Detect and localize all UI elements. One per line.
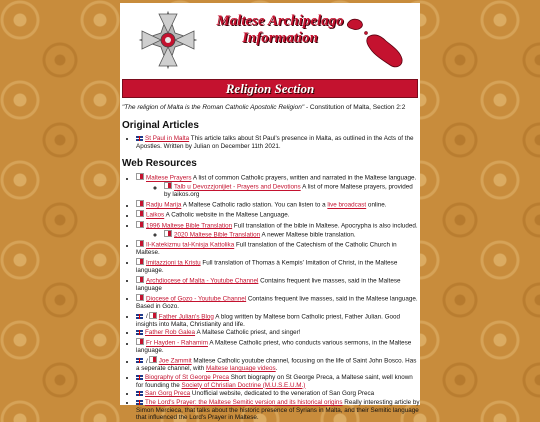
resource-link[interactable]: Father Rob Galea: [145, 329, 196, 337]
resource-link[interactable]: Fr Hayden - Rahamim: [146, 339, 208, 347]
list-item: [136, 356, 420, 373]
malta-flag-icon: [149, 312, 157, 319]
museum-society-link[interactable]: Society of Christian Doctrine (M.U.S.E.U.M.): [181, 381, 306, 389]
resource-link[interactable]: Biography of St George Preca: [145, 374, 230, 381]
resource-desc: A newer Maltese bible translation.: [260, 231, 356, 239]
resource-link[interactable]: Laikos: [146, 211, 165, 219]
list-item: [136, 329, 420, 337]
maltese-videos-link[interactable]: Maltese language videos: [206, 365, 276, 373]
resource-desc: Really interesting article by Simon Mercieca, that talks about the historic presence of Syrians in Malta, and their Semitic language that influenced the Lord's Prayer in Maltese.: [136, 399, 420, 422]
site-title: [200, 13, 360, 47]
list-item: [136, 338, 420, 355]
resource-link[interactable]: 2020 Maltese Bible Translation: [174, 231, 261, 239]
resource-link[interactable]: Diocese of Gozo - Youtube Channel: [146, 295, 247, 303]
sub-list: [136, 230, 420, 239]
site-banner[interactable]: [120, 3, 420, 73]
resource-link[interactable]: 1996 Maltese Bible Translation: [146, 222, 233, 230]
list-item: [136, 258, 420, 275]
resource-link[interactable]: Radju Marija: [146, 201, 182, 209]
article-link[interactable]: St Paul in Malta: [145, 135, 190, 142]
resource-desc: Full translation of Thomas à Kempis' Imitation of Christ, in the Maltese language.: [136, 259, 398, 275]
maltese-cross-logo: [137, 9, 199, 71]
malta-flag-icon: [136, 258, 144, 265]
malta-map-image: [344, 13, 406, 71]
original-articles-heading: Original Articles: [122, 120, 199, 131]
resource-desc: A list of more Maltese prayers, provided by laikos.org: [164, 183, 413, 199]
list-item: [136, 294, 420, 311]
uk-flag-icon: [136, 400, 143, 405]
list-item: [164, 230, 420, 239]
list-item: [136, 374, 420, 389]
resource-desc: A blog written by Maltese born Catholic priest, Father Julian. Good insights into Malta, Christianity and life.: [136, 313, 401, 328]
list-item: [136, 399, 420, 422]
resource-desc: A Maltese Catholic priest, who conducts various sermons, in the Maltese language.: [136, 339, 412, 355]
malta-flag-icon: [136, 173, 144, 180]
resource-desc-tail: .: [275, 365, 278, 373]
uk-flag-icon: [136, 358, 143, 363]
list-item: [164, 182, 420, 199]
sub-list: [136, 182, 420, 199]
resource-desc: A Catholic website in the Maltese Language.: [164, 211, 290, 219]
resource-link[interactable]: Archdiocese of Malta - Youtube Channel: [146, 277, 259, 285]
uk-flag-icon: [136, 136, 143, 141]
list-item: [136, 135, 420, 150]
list-item: [136, 200, 420, 209]
list-item: [136, 312, 420, 329]
section-title-bar: [122, 79, 418, 98]
resource-desc: A list of common Catholic prayers, written and narrated in the Maltese language.: [191, 174, 417, 182]
resource-link[interactable]: Joe Zammit: [158, 357, 192, 365]
malta-flag-icon: [136, 338, 144, 345]
original-articles-list: [120, 135, 420, 150]
uk-flag-icon: [136, 375, 143, 380]
resource-link[interactable]: Talb u Devozzjonijiet - Prayers and Devotions: [174, 183, 301, 191]
malta-flag-icon: [136, 221, 144, 228]
live-broadcast-link[interactable]: live broadcast: [327, 201, 367, 209]
malta-flag-icon: [136, 294, 144, 301]
web-resources-heading: Web Resources: [122, 158, 197, 170]
resource-desc-tail: online.: [366, 201, 387, 209]
resource-desc: Full translation of the Catechism of the Catholic Church in Maltese.: [136, 241, 397, 257]
list-item: [136, 221, 420, 239]
resource-link[interactable]: Imitazzjoni ta Kristu: [146, 259, 201, 267]
list-item: [136, 210, 420, 219]
article-desc: This article talks about St Paul's presence in Malta, as outlined in the Acts of the Apostles. Written by Julian on December 11th 2021.: [136, 135, 414, 150]
malta-flag-icon: [136, 200, 144, 207]
quote-source: - Constitution of Malta, Section 2:2: [304, 104, 406, 111]
resource-link[interactable]: San Gorg Preca: [145, 390, 191, 398]
resource-desc: Full translation of the bible in Maltese. Apocrypha is also included.: [232, 222, 418, 230]
resource-desc: Unofficial website, dedicated to the veneration of San Gorg Preca: [190, 390, 375, 398]
quote-text: "The religion of Malta is the Roman Catholic Apostolic Religion": [122, 104, 305, 111]
resource-desc: A Maltese Catholic radio station. You can listen to a: [181, 201, 328, 209]
uk-flag-icon: [136, 330, 143, 335]
page-container: [120, 3, 420, 422]
resource-desc: Short biography on St George Preca, a Maltese saint, well known for founding the: [136, 374, 413, 389]
malta-flag-icon: [149, 356, 157, 363]
uk-flag-icon: [136, 314, 143, 319]
resource-link[interactable]: Il-Katekizmu tal-Knisja Kattolika: [146, 241, 235, 249]
uk-flag-icon: [136, 391, 143, 396]
malta-flag-icon: [164, 182, 172, 189]
resource-desc: Contains frequent live masses, said in the Maltese language. Based in Gozo.: [136, 295, 418, 310]
resource-link[interactable]: Maltese Prayers: [146, 174, 192, 182]
resource-link[interactable]: Father Julian's Blog: [158, 313, 214, 321]
site-title-line2: Information: [242, 30, 318, 46]
web-resources-list: [120, 173, 420, 422]
section-title: Religion Section: [225, 80, 315, 96]
flag-separator: /: [146, 313, 148, 321]
malta-flag-icon: [136, 210, 144, 217]
list-item: [136, 173, 420, 199]
malta-flag-icon: [136, 276, 144, 283]
list-item: [136, 390, 420, 398]
resource-desc: A Maltese Catholic priest, and singer!: [195, 329, 301, 337]
flag-separator: /: [146, 357, 148, 365]
list-item: [136, 276, 420, 293]
malta-flag-icon: [136, 240, 144, 247]
malta-flag-icon: [164, 230, 172, 237]
list-item: [136, 240, 420, 257]
site-title-line1: Maltese Archipelago: [216, 13, 344, 29]
constitution-quote: [122, 104, 418, 112]
resource-link[interactable]: The Lord's Prayer: the Maltese Semitic version and its historical origins: [145, 399, 343, 407]
resource-desc: Maltese Catholic youtube channel, focusing on the life of Saint John Bosco. Has a seperate channel, with: [136, 357, 417, 373]
resource-desc: Contains frequent live masses, said in the Maltese language: [136, 277, 401, 292]
